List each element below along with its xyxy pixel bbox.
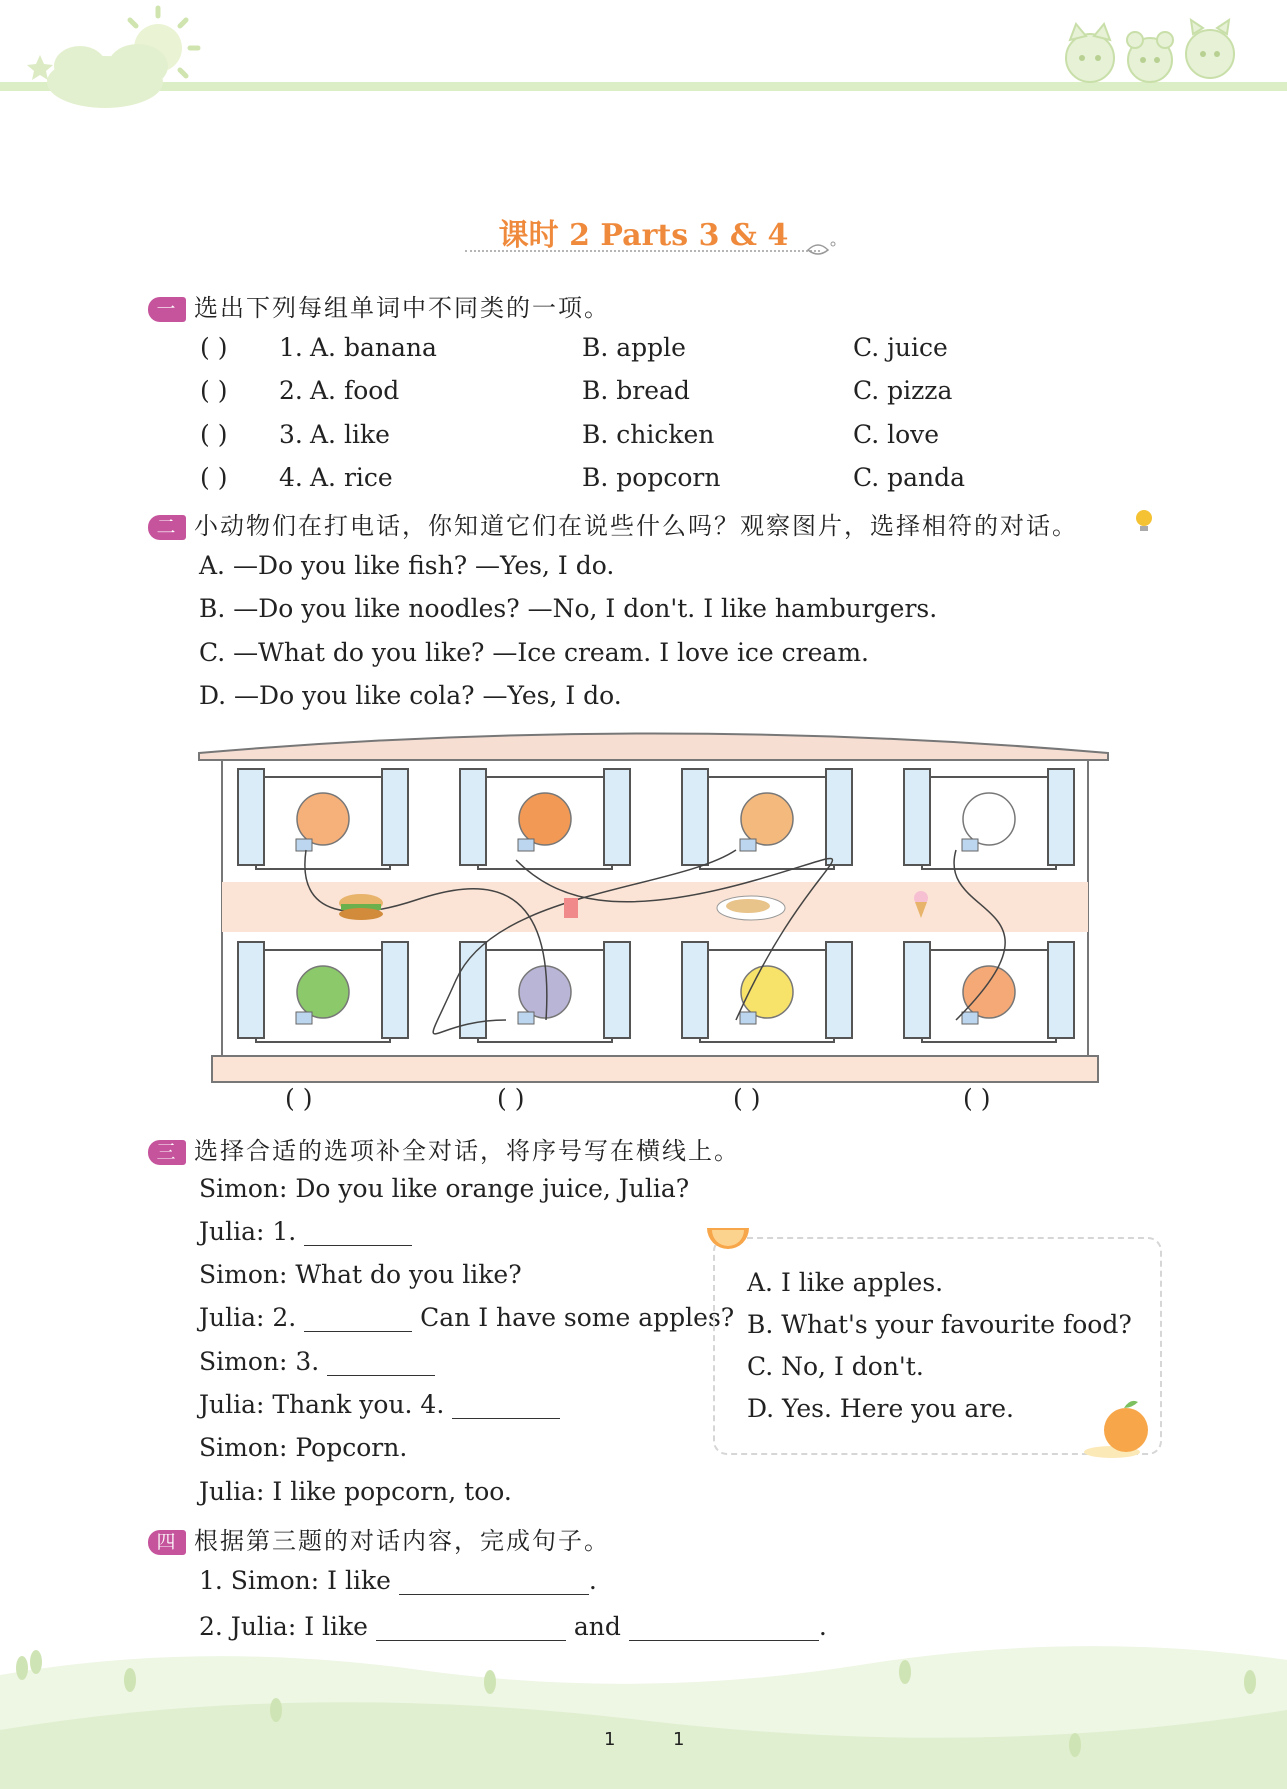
choice-c: C. No, I don't. [747,1352,924,1381]
option-a: A. food [310,376,400,405]
item-number: 2. [279,376,303,405]
window [238,942,408,1042]
dialogue-text: Julia: 1. [199,1217,297,1246]
item-number: 1. [279,333,303,362]
dialogue-text: Simon: 3. [199,1347,320,1376]
crocodile-icon [297,966,349,1018]
sentence-1 [199,1566,597,1595]
hills-decoration [0,1640,1287,1789]
section3-instruction: 选择合适的选项补全对话，将序号写在横线上。 [194,1137,740,1165]
answer-bracket[interactable]: ( ) [200,420,228,449]
dialogue-text: Julia: 2. [199,1303,297,1332]
cola-cup-icon [564,898,578,918]
telephone-icon [962,839,978,851]
sentence-1-end: . [588,1566,597,1595]
dialogue-line [199,1477,512,1506]
answer-paren-1[interactable]: ( ) [285,1084,313,1113]
answer-bracket[interactable]: ( ) [200,333,228,362]
answer-paren-3[interactable]: ( ) [733,1084,761,1113]
dialogue-line [199,1433,407,1462]
cat-icon [963,966,1015,1018]
section4-heading [148,1521,610,1556]
orange-slice-icon [703,1222,753,1254]
animal-faces-decoration [1055,18,1245,88]
dialogue-text: Simon: Do you like orange juice, Julia? [199,1174,690,1203]
dialogue-blank[interactable] [452,1394,560,1419]
lesson-title: 课时 2 Parts 3 & 4 [498,218,789,253]
section1-instruction: 选出下列每组单词中不同类的一项。 [194,294,610,322]
dialogue-line [199,1260,522,1289]
option-a: A. banana [310,333,437,362]
section3-heading [148,1131,740,1166]
mouse-icon [519,966,571,1018]
dialogue-line [199,1217,412,1246]
window [682,769,852,869]
option-b: B. bread [582,376,690,405]
option-c: C. love [853,420,940,449]
window [904,942,1074,1042]
section1-badge: 一 [148,297,186,322]
option-c: C. panda [853,463,966,492]
dialogue-blank[interactable] [304,1221,412,1246]
sentence-2-and: and [573,1612,621,1641]
section2-instruction: 小动物们在打电话，你知道它们在说些什么吗？观察图片，选择相符的对话。 [194,512,1078,540]
dialogue-text: Julia: Thank you. 4. [199,1390,445,1419]
page-number-left: 1 [604,1729,616,1750]
section1-heading [148,288,610,323]
section3-badge: 三 [148,1140,186,1165]
telephone-icon [962,1012,978,1024]
option-c: C. pizza [853,376,953,405]
window [238,769,408,869]
telephone-icon [296,1012,312,1024]
option-c: C. juice [853,333,948,362]
squirrel-icon [519,793,571,845]
choice-b: B. What's your favourite food? [747,1310,1132,1339]
section4-badge: 四 [148,1530,186,1555]
telephone-icon [296,839,312,851]
telephone-icon [740,1012,756,1024]
sentence-2-blank-1[interactable] [376,1616,566,1641]
red-panda-icon [741,793,793,845]
bird-icon [805,238,839,260]
dialogue-line [199,1347,435,1376]
sentence-1-prefix: 1. Simon: I like [199,1566,391,1595]
section2-option-c: C. —What do you like? —Ice cream. I love ice cream. [199,638,869,667]
dialogue-line [199,1390,560,1419]
sentence-2-blank-2[interactable] [629,1616,819,1641]
window [904,769,1074,869]
sentence-2-end: . [818,1612,827,1641]
dialogue-text-after: Can I have some apples? [420,1303,735,1332]
answer-bracket[interactable]: ( ) [200,463,228,492]
option-a: A. rice [310,463,393,492]
telephone-icon [518,839,534,851]
lightbulb-icon [1131,506,1157,536]
dialogue-text: Simon: What do you like? [199,1260,522,1289]
option-b: B. apple [582,333,686,362]
dialogue-text: Julia: I like popcorn, too. [199,1477,512,1506]
item-number: 3. [279,420,303,449]
section2-option-a: A. —Do you like fish? —Yes, I do. [199,551,615,580]
answer-paren-2[interactable]: ( ) [497,1084,525,1113]
dialogue-line [199,1174,689,1203]
panda-icon [963,793,1015,845]
window [460,942,630,1042]
item-number: 4. [279,463,303,492]
section4-instruction: 根据第三题的对话内容，完成句子。 [194,1527,610,1555]
section2-badge: 二 [148,515,186,540]
fish-plate-icon [717,896,785,920]
sentence-2-prefix: 2. Julia: I like [199,1612,368,1641]
dialogue-text: Simon: Popcorn. [199,1433,408,1462]
window [460,769,630,869]
dialogue-blank[interactable] [304,1307,412,1332]
option-a: A. like [310,420,390,449]
title-underline [465,250,820,252]
fox-icon [297,793,349,845]
answer-bracket[interactable]: ( ) [200,376,228,405]
dialogue-line [199,1303,734,1332]
section2-heading [148,506,1078,541]
hamburger-icon [339,894,383,920]
sentence-1-blank[interactable] [399,1570,589,1595]
option-b: B. chicken [582,420,715,449]
orange-fruit-icon [1082,1394,1162,1460]
sun-cloud-decoration [10,0,220,115]
telephone-icon [518,1012,534,1024]
answer-paren-4[interactable]: ( ) [963,1084,991,1113]
sentence-2 [199,1612,827,1641]
section2-option-d: D. —Do you like cola? —Yes, I do. [199,681,622,710]
dialogue-blank[interactable] [327,1351,435,1376]
apartment-illustration [196,720,1112,1085]
telephone-icon [740,839,756,851]
choice-a: A. I like apples. [747,1268,944,1297]
choice-d: D. Yes. Here you are. [747,1394,1015,1423]
section2-option-b: B. —Do you like noodles? —No, I don't. I like hamburgers. [199,594,938,623]
option-b: B. popcorn [582,463,721,492]
page-number-right: 1 [673,1729,685,1750]
